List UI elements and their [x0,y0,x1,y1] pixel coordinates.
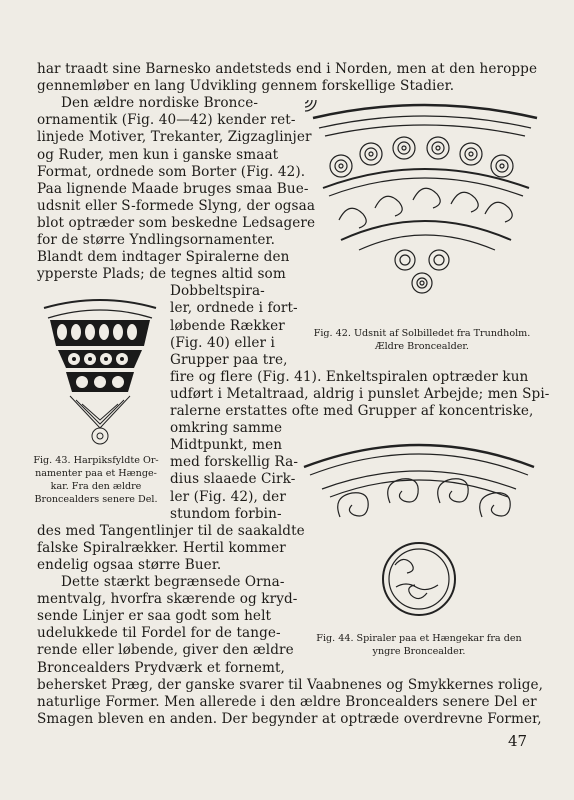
page-number: 47 [508,732,528,750]
body-line: med forskellig Ra- [170,454,299,471]
body-line: (Fig. 40) eller i [170,334,276,351]
body-line: udsnit eller S-formede Slyng, der ogsaa [37,197,316,214]
body-line: stundom forbin- [170,505,282,522]
body-line: Dobbeltspira- [170,283,265,300]
body-line: falske Spiralrækker. Hertil kommer [37,539,286,556]
body-line: løbende Rækker [170,317,285,334]
body-line: mentvalg, hvorfra skærende og kryd- [37,591,298,608]
body-line: for de større Yndlingsornamenter. [37,232,276,248]
body-line: ralerne erstattes ofte med Grupper af koncentriske, [170,403,534,419]
body-line: ornamentik (Fig. 40—42) kender ret- [37,112,296,129]
body-line: ler (Fig. 42), der [170,488,286,505]
body-line: blot optræder som beskedne Ledsagere [37,214,316,231]
body-line: ypperste Plads; de tegnes altid som [37,266,286,283]
body-line: des med Tangentlinjer til de saakaldte [37,522,305,539]
fig44-illustration [300,437,538,622]
body-line: Smagen bleven en anden. Der begynder at optræde overdrevne Former, [37,710,542,727]
body-line: Den ældre nordiske Bronce- [61,95,259,112]
body-line: fire og flere (Fig. 41). Enkeltspiralen optræder kun [170,368,529,385]
body-line: Blandt dem indtager Spiralerne den [37,249,290,266]
fig42-caption [298,327,546,353]
body-line: Broncealders Prydværk et fornemt, [37,659,285,676]
fig43-caption-line4: Broncealders senere Del. [34,494,158,505]
fig44-caption-line1: Fig. 44. Spiraler paa et Hængekar fra den [316,633,522,644]
body-line: omkring samme [170,420,283,437]
fig42-caption-line1: Fig. 42. Udsnit af Solbilledet fra Trundholm. [313,328,531,339]
body-line: endelig ogsaa større Buer. [37,556,222,573]
body-line: naturlige Former. Men allerede i den ældre Broncealders senere Del er [37,693,537,710]
body-line: linjede Motiver, Trekanter, Zigzaglinjer [37,129,312,146]
body-line: gennemløber en lang Udvikling gennem forskellige Stadier. [37,78,455,95]
body-line: har traadt sine Barnesko andetsteds end i Norden, men at den heroppe [37,61,538,77]
fig43-caption [30,454,162,506]
body-line: dius slaaede Cirk- [170,471,296,488]
fig43-illustration [40,296,160,448]
fig42-illustration [305,100,543,305]
body-line: Paa lignende Maade bruges smaa Bue- [37,180,309,197]
body-line: Format, ordnede som Borter (Fig. 42). [37,163,306,180]
body-line: Dette stærkt begrænsede Orna- [61,574,285,590]
body-line: Grupper paa tre, [170,351,288,368]
body-line: ler, ordnede i fort- [170,300,298,317]
fig43-caption-line2: namenter paa et Hænge- [35,468,157,479]
fig44-caption [296,632,542,658]
body-line: behersket Præg, der ganske svarer til Vaabnenes og Smykkernes rolige, [37,676,544,693]
body-line: rende eller løbende, giver den ældre [37,642,294,659]
fig42-caption-line2: Ældre Broncealder. [375,341,469,352]
body-line: sende Linjer er saa godt som helt [37,608,272,625]
fig44-caption-line2: yngre Broncealder. [372,646,466,657]
body-line: og Ruder, men kun i ganske smaat [37,146,279,163]
fig43-caption-line3: kar. Fra den ældre [50,481,142,492]
body-line: udelukkede til Fordel for de tange- [37,625,281,642]
body-line: udført i Metaltraad, aldrig i punslet Arbejde; men Spi- [170,385,550,402]
fig43-caption-line1: Fig. 43. Harpiksfyldte Or- [33,455,159,466]
body-line: Midtpunkt, men [170,437,283,454]
